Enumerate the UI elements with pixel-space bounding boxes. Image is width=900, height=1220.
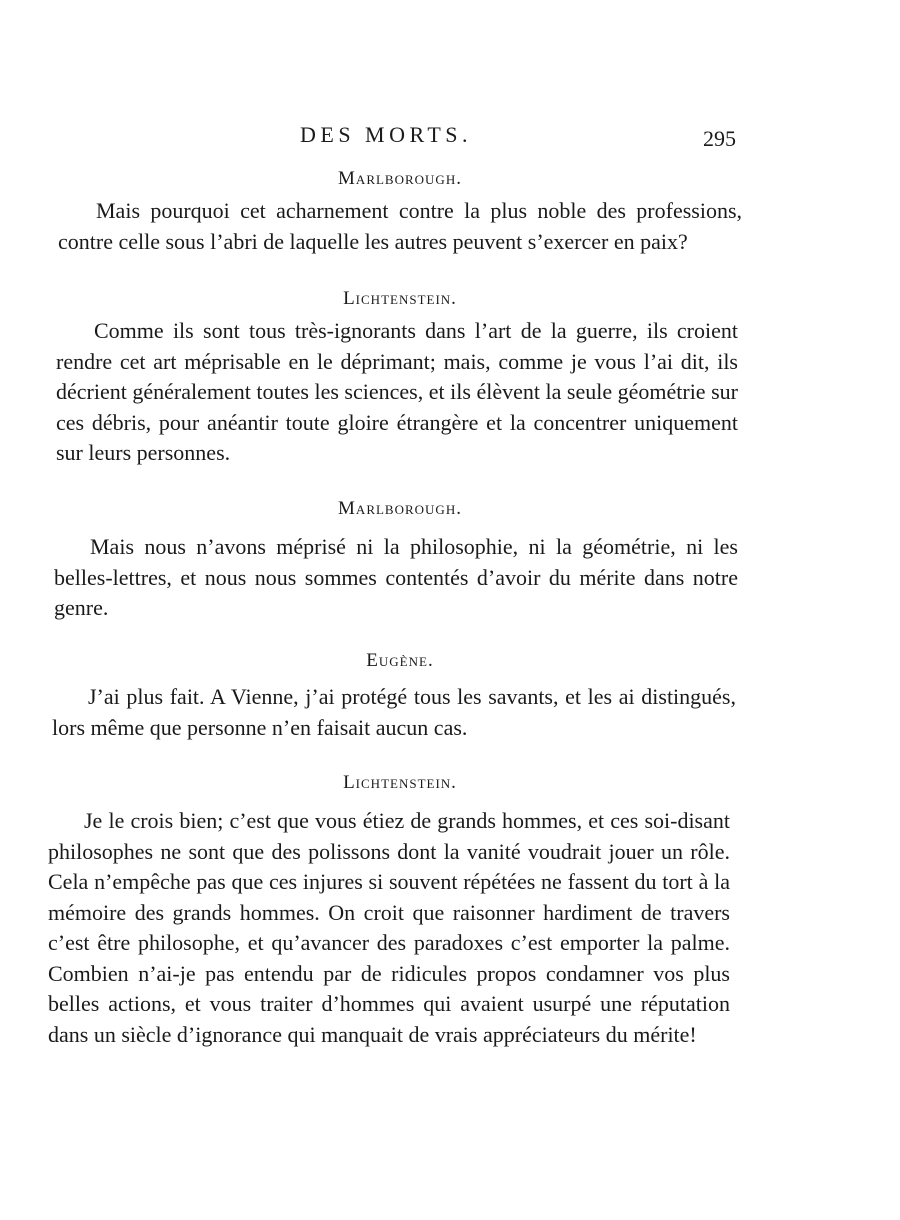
speaker-name: Lichtenstein. xyxy=(343,772,457,793)
speaker-heading xyxy=(0,772,800,794)
dialogue-paragraph: J’ai plus fait. A Vienne, j’ai protégé tous les savants, et les ai distingués, lors même que personne n’en faisait aucun cas. xyxy=(52,684,736,740)
page-header xyxy=(0,122,900,152)
running-title: DES MORTS. xyxy=(300,122,473,147)
speaker-heading xyxy=(0,498,800,520)
speaker-heading xyxy=(0,168,800,190)
dialogue-paragraph: Comme ils sont tous très-ignorants dans l’art de la guerre, ils croient rendre cet art méprisable en le déprimant; mais, comme je vous l’ai dit, ils décrient généralement toutes les sciences, et ils élèvent la seule géométrie sur ces débris, pour anéantir toute gloire étrangère et la concentrer uniquement sur leurs personnes. xyxy=(56,318,738,465)
speaker-name: Marlborough. xyxy=(338,168,462,189)
dialogue-paragraph: Mais nous n’avons méprisé ni la philosophie, ni la géométrie, ni les belles-lettres, et nous nous sommes contentés d’avoir du mérite dans notre genre. xyxy=(54,534,738,620)
dialogue-paragraph: Mais pourquoi cet acharnement contre la plus noble des professions, contre celle sous l’abri de laquelle les autres peuvent s’exercer en paix? xyxy=(58,198,742,254)
speaker-name: Eugène. xyxy=(366,650,434,671)
speaker-name: Marlborough. xyxy=(338,498,462,519)
page-number: 295 xyxy=(703,126,736,151)
speaker-heading xyxy=(0,288,800,310)
dialogue-paragraph: Je le crois bien; c’est que vous étiez de grands hommes, et ces soi-disant philosophes ne sont que des polissons dont la vanité voudrait jouer un rôle. Cela n’empêche pas que ces injures si souvent répétées ne fassent du tort à la mémoire des grands hommes. On croit que raisonner hardiment de travers c’est être philosophe, et qu’avancer des paradoxes c’est emporter la palme. Combien n’ai-je pas entendu par de ridicules propos condamner vos plus belles actions, et vous traiter d’hommes qui avaient usurpé une réputation dans un siècle d’ignorance qui manquait de vrais appréciateurs du mérite! xyxy=(48,808,730,1047)
speaker-heading xyxy=(0,650,800,672)
speaker-name: Lichtenstein. xyxy=(343,288,457,309)
